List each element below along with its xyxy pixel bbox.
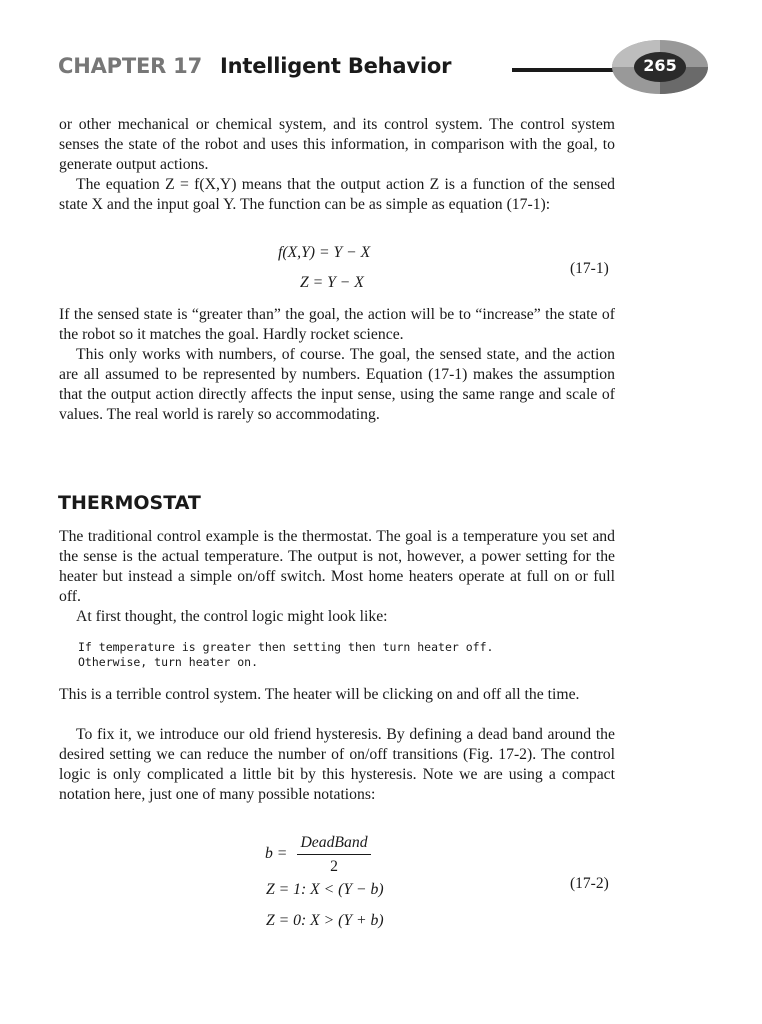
- page-number: 265: [643, 56, 677, 75]
- chapter-heading: [58, 54, 451, 78]
- equation-17-1-line1: f(X,Y) = Y − X: [278, 244, 371, 261]
- equation-17-1-line2: Z = Y − X: [300, 274, 364, 291]
- paragraph: To fix it, we introduce our old friend hysteresis. By defining a dead band around the desired setting we can reduce the number of on/off transitions (Fig. 17-2). The control logic is only complicated a little bit by this hysteresis. Note we are using a compact notation here, just one of many possible notations:: [59, 726, 615, 803]
- equation-17-2-line2: Z = 1: X < (Y − b): [266, 881, 384, 898]
- chapter-label: CHAPTER 17: [58, 54, 203, 78]
- equation-17-2-line3: Z = 0: X > (Y + b): [266, 912, 384, 929]
- paragraph: At first thought, the control logic might look like:: [76, 608, 388, 625]
- paragraph: The traditional control example is the thermostat. The goal is a temperature you set and the sense is the actual temperature. The output is not, however, a power setting for the heater but instead a simple on/off switch. Most home heaters operate at full on or full off.: [59, 528, 615, 605]
- code-line: If temperature is greater then setting then turn heater off.: [78, 640, 494, 654]
- equation-17-2-lhs: b =: [265, 845, 288, 862]
- equation-17-2-fraction: [297, 834, 371, 876]
- running-header: [58, 52, 706, 100]
- equation-number: (17-1): [570, 260, 609, 277]
- equation-number: (17-2): [570, 875, 609, 892]
- chapter-title: Intelligent Behavior: [220, 54, 452, 78]
- fraction-numerator: DeadBand: [300, 834, 368, 851]
- paragraph: If the sensed state is “greater than” the goal, the action will be to “increase” the state of the robot so it matches the goal. Hardly rocket science.: [59, 306, 615, 343]
- paragraph: or other mechanical or chemical system, and its control system. The control system senses the state of the robot and uses this information, in comparison with the goal, to generate output actions.: [59, 116, 615, 173]
- section-heading: THERMOSTAT: [58, 492, 201, 514]
- paragraph: The equation Z = f(X,Y) means that the output action Z is a function of the sensed state X and the input goal Y. The function can be as simple as equation (17-1):: [59, 176, 615, 213]
- paragraph: This is a terrible control system. The heater will be clicking on and off all the time.: [59, 686, 580, 703]
- fraction-denominator: 2: [330, 858, 338, 875]
- code-line: Otherwise, turn heater on.: [78, 655, 259, 669]
- fraction-bar: [297, 854, 371, 855]
- paragraph: This only works with numbers, of course. The goal, the sensed state, and the action are all assumed to be represented by numbers. Equation (17-1) makes the assumption that the output action directly affects the input sense, using the same range and scale of values. The real world is rarely so accommodating.: [59, 346, 615, 423]
